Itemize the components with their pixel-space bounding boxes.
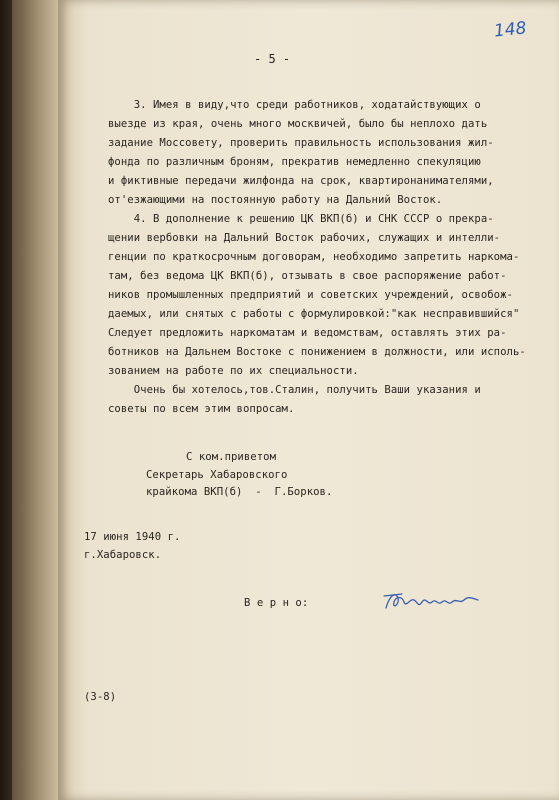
body-line: Очень бы хотелось,тов.Сталин, получить Ваши указания и xyxy=(108,384,481,396)
body-line: от'езжающими на постоянную работу на Дальний Восток. xyxy=(108,194,443,206)
body-line: 4. В дополнение к решению ЦК ВКП(б) и СНК СССР о прекра- xyxy=(108,213,494,225)
document-date: 17 июня 1940 г. xyxy=(84,531,181,543)
body-line: Следует предложить наркоматам и ведомствам, оставлять этих ра- xyxy=(108,327,507,339)
archive-page-number: 148 xyxy=(493,18,528,42)
verno-label: В е р н о: xyxy=(244,597,309,609)
body-line: щении вербовки на Дальний Восток рабочих, служащих и интелли- xyxy=(108,232,501,244)
body-line: задание Моссовету, проверить правильность использования жил- xyxy=(108,137,494,149)
body-line: там, без ведома ЦК ВКП(б), отзывать в свое распоряжение работ- xyxy=(108,270,507,282)
body-line: ников промышленных предприятий и советских учреждений, освобож- xyxy=(108,289,513,301)
closing-greeting: С ком.приветом xyxy=(186,451,276,463)
body-line: ботников на Дальнем Востоке с понижением в должности, или исполь- xyxy=(108,346,526,358)
signatory-name: крайкома ВКП(б) - Г.Борков. xyxy=(146,486,333,498)
document-place: г.Хабаровск. xyxy=(84,549,162,561)
body-line: даемых, или снятых с работы с формулировкой:"как несправившийся" xyxy=(108,308,520,320)
page-number: - 5 - xyxy=(254,52,291,66)
footer-code: (3-8) xyxy=(84,691,117,703)
previous-page-edge xyxy=(12,0,58,800)
signatory-title: Секретарь Хабаровского xyxy=(146,469,288,481)
body-line: зованием на работе по их специальности. xyxy=(108,365,359,377)
body-line: выезде из края, очень много москвичей, было бы неплохо дать xyxy=(108,118,488,130)
body-line: 3. Имея в виду,что среди работников, ходатайствующих о xyxy=(108,99,481,111)
document-page xyxy=(58,0,559,800)
body-line: генции по краткосрочным договорам, необходимо запретить наркома- xyxy=(108,251,520,263)
handwritten-signature xyxy=(382,588,482,616)
body-line: фонда по различным броням, прекратив немедленно спекуляцию xyxy=(108,156,481,168)
body-line: советы по всем этим вопросам. xyxy=(108,403,295,415)
body-line: и фиктивные передачи жилфонда на срок, квартиронанимателями, xyxy=(108,175,494,187)
